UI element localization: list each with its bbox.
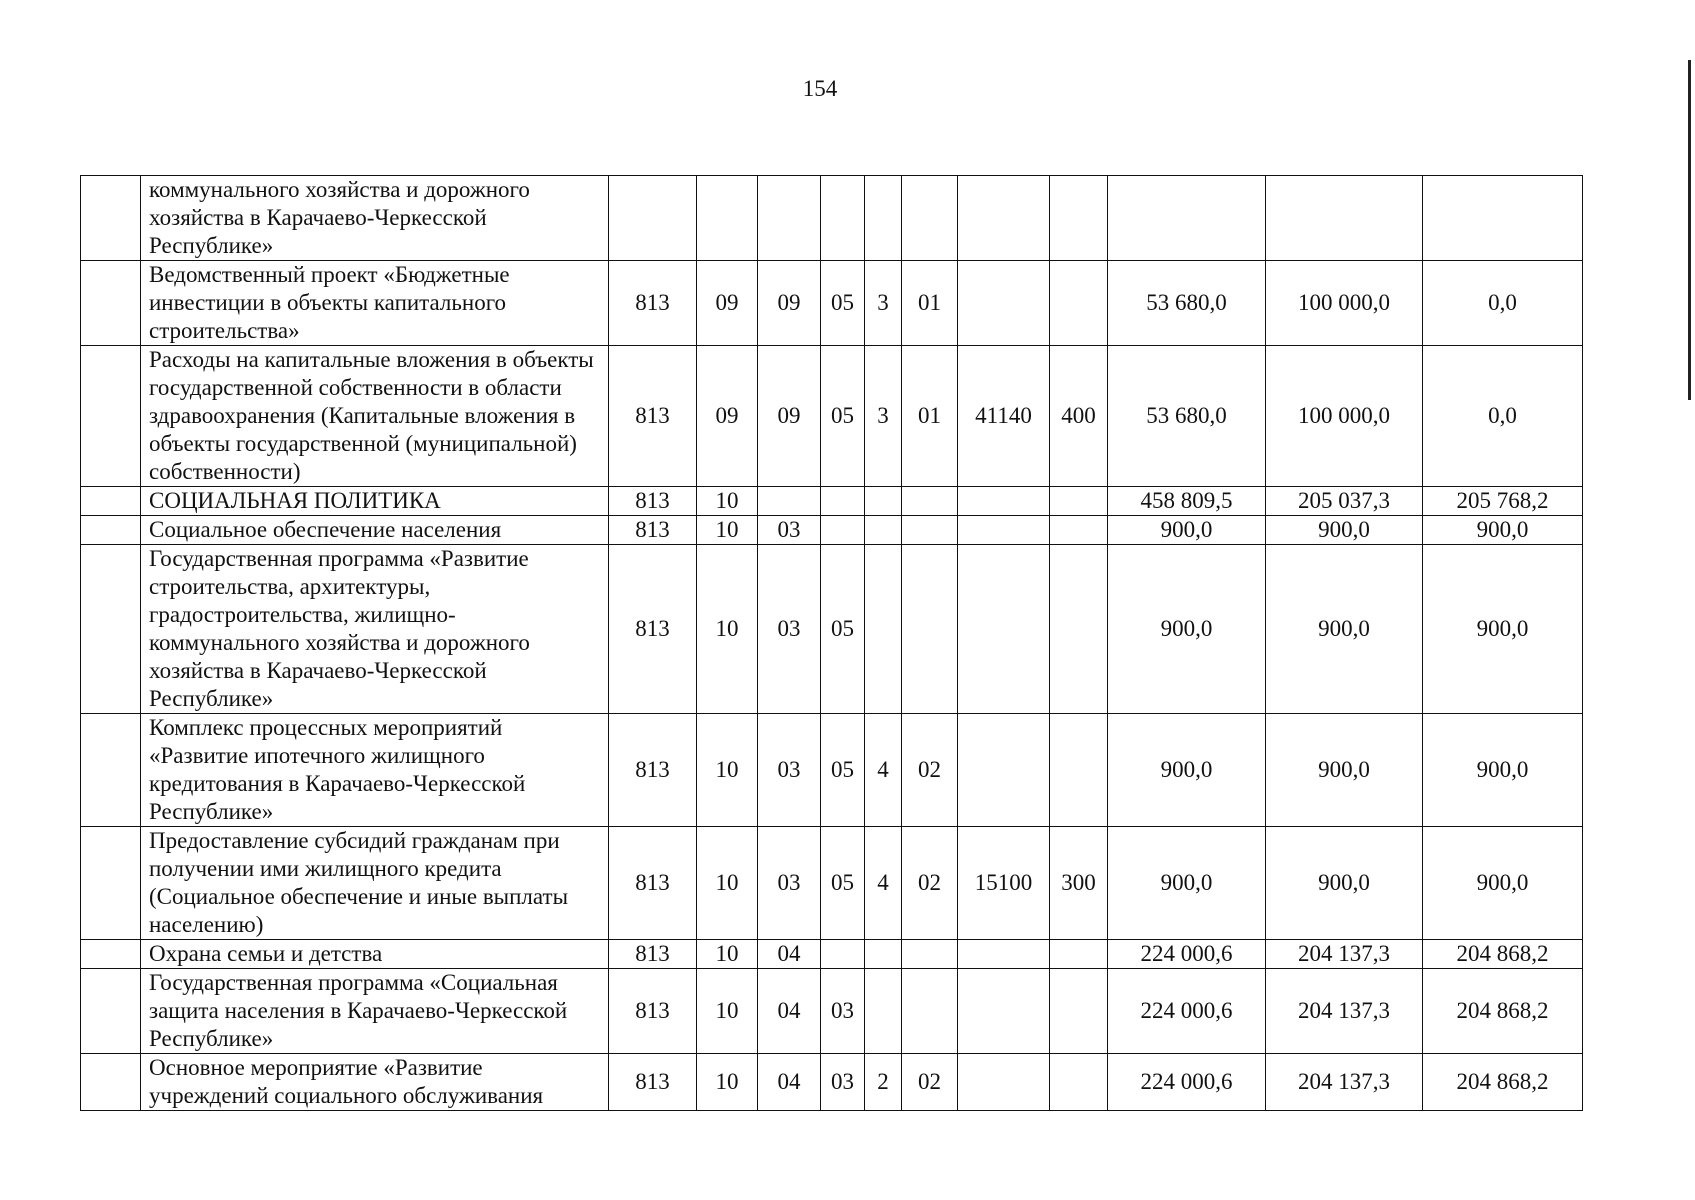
subprogram-code-cell: 3 <box>865 261 902 346</box>
section-code-cell: 10 <box>697 969 758 1054</box>
expense-type-cell <box>1050 1054 1108 1111</box>
section-code-cell: 10 <box>697 714 758 827</box>
amount-year2-cell: 900,0 <box>1266 827 1423 940</box>
subprogram-code-cell <box>865 969 902 1054</box>
expense-type-cell <box>1050 940 1108 969</box>
table-row <box>81 969 1583 1054</box>
event-code-cell <box>902 545 958 714</box>
subsection-code-cell: 03 <box>758 545 821 714</box>
program-code-cell <box>821 487 865 516</box>
row-number-cell <box>81 827 141 940</box>
section-code-cell: 10 <box>697 487 758 516</box>
row-number-cell <box>81 261 141 346</box>
row-name-cell: Государственная программа «Социальная защита населения в Карачаево-Черкесской Республике» <box>141 969 609 1054</box>
program-code-cell: 05 <box>821 545 865 714</box>
amount-year1-cell: 900,0 <box>1108 545 1266 714</box>
ministry-code-cell <box>609 176 697 261</box>
event-code-cell <box>902 487 958 516</box>
row-number-cell <box>81 516 141 545</box>
table-row <box>81 176 1583 261</box>
table-row <box>81 545 1583 714</box>
subprogram-code-cell <box>865 487 902 516</box>
page-number: 154 <box>802 76 838 101</box>
subsection-code-cell: 04 <box>758 940 821 969</box>
budget-table <box>80 175 1583 1111</box>
section-code-cell: 10 <box>697 516 758 545</box>
subsection-code-cell: 03 <box>758 516 821 545</box>
direction-code-cell <box>958 487 1050 516</box>
amount-year3-cell: 900,0 <box>1423 714 1583 827</box>
subprogram-code-cell <box>865 516 902 545</box>
subprogram-code-cell: 4 <box>865 827 902 940</box>
amount-year3-cell: 0,0 <box>1423 346 1583 487</box>
amount-year3-cell: 205 768,2 <box>1423 487 1583 516</box>
amount-year1-cell: 224 000,6 <box>1108 1054 1266 1111</box>
section-code-cell: 10 <box>697 940 758 969</box>
ministry-code-cell: 813 <box>609 516 697 545</box>
row-number-cell <box>81 346 141 487</box>
amount-year2-cell: 900,0 <box>1266 545 1423 714</box>
program-code-cell <box>821 516 865 545</box>
ministry-code-cell: 813 <box>609 1054 697 1111</box>
direction-code-cell <box>958 516 1050 545</box>
direction-code-cell <box>958 176 1050 261</box>
subsection-code-cell <box>758 487 821 516</box>
program-code-cell: 05 <box>821 261 865 346</box>
scan-edge-mark <box>1688 60 1691 400</box>
row-name-cell: Социальное обеспечение населения <box>141 516 609 545</box>
event-code-cell <box>902 969 958 1054</box>
event-code-cell <box>902 516 958 545</box>
section-code-cell: 09 <box>697 261 758 346</box>
ministry-code-cell: 813 <box>609 487 697 516</box>
event-code-cell: 02 <box>902 827 958 940</box>
amount-year2-cell: 204 137,3 <box>1266 1054 1423 1111</box>
event-code-cell: 02 <box>902 714 958 827</box>
program-code-cell: 03 <box>821 969 865 1054</box>
row-number-cell <box>81 487 141 516</box>
amount-year3-cell: 0,0 <box>1423 261 1583 346</box>
ministry-code-cell: 813 <box>609 827 697 940</box>
amount-year3-cell: 900,0 <box>1423 827 1583 940</box>
row-name-cell: Комплекс процессных мероприятий «Развитие ипотечного жилищного кредитования в Карачаево-Черкесской Республике» <box>141 714 609 827</box>
table-row <box>81 1054 1583 1111</box>
table-row <box>81 261 1583 346</box>
amount-year1-cell: 224 000,6 <box>1108 969 1266 1054</box>
amount-year1-cell: 458 809,5 <box>1108 487 1266 516</box>
subprogram-code-cell: 4 <box>865 714 902 827</box>
ministry-code-cell: 813 <box>609 261 697 346</box>
row-name-cell: Расходы на капитальные вложения в объекты государственной собственности в области здравоохранения (Капитальные вложения в объекты государственной (муниципальной) собственности) <box>141 346 609 487</box>
direction-code-cell <box>958 545 1050 714</box>
row-name-cell: коммунального хозяйства и дорожного хозяйства в Карачаево-Черкесской Республике» <box>141 176 609 261</box>
section-code-cell: 10 <box>697 1054 758 1111</box>
subprogram-code-cell <box>865 545 902 714</box>
table-row <box>81 940 1583 969</box>
row-name-cell: Основное мероприятие «Развитие учреждений социального обслуживания <box>141 1054 609 1111</box>
subsection-code-cell: 03 <box>758 714 821 827</box>
ministry-code-cell: 813 <box>609 940 697 969</box>
subprogram-code-cell: 2 <box>865 1054 902 1111</box>
row-number-cell <box>81 545 141 714</box>
amount-year3-cell <box>1423 176 1583 261</box>
subprogram-code-cell <box>865 940 902 969</box>
subprogram-code-cell <box>865 176 902 261</box>
amount-year3-cell: 900,0 <box>1423 516 1583 545</box>
table-row <box>81 346 1583 487</box>
direction-code-cell <box>958 261 1050 346</box>
ministry-code-cell: 813 <box>609 346 697 487</box>
amount-year3-cell: 900,0 <box>1423 545 1583 714</box>
subsection-code-cell: 04 <box>758 969 821 1054</box>
direction-code-cell <box>958 969 1050 1054</box>
table-row <box>81 714 1583 827</box>
subsection-code-cell: 03 <box>758 827 821 940</box>
subsection-code-cell <box>758 176 821 261</box>
direction-code-cell <box>958 1054 1050 1111</box>
direction-code-cell <box>958 714 1050 827</box>
row-name-cell: Государственная программа «Развитие строительства, архитектуры, градостроительства, жилищно-коммунального хозяйства и дорожного хозяйства в Карачаево-Черкесской Республике» <box>141 545 609 714</box>
event-code-cell: 02 <box>902 1054 958 1111</box>
row-number-cell <box>81 940 141 969</box>
amount-year1-cell: 224 000,6 <box>1108 940 1266 969</box>
ministry-code-cell: 813 <box>609 969 697 1054</box>
program-code-cell: 05 <box>821 346 865 487</box>
amount-year2-cell: 205 037,3 <box>1266 487 1423 516</box>
program-code-cell: 03 <box>821 1054 865 1111</box>
table-row <box>81 827 1583 940</box>
amount-year2-cell: 204 137,3 <box>1266 940 1423 969</box>
expense-type-cell <box>1050 969 1108 1054</box>
amount-year1-cell: 900,0 <box>1108 714 1266 827</box>
table-row <box>81 516 1583 545</box>
ministry-code-cell: 813 <box>609 714 697 827</box>
amount-year2-cell <box>1266 176 1423 261</box>
program-code-cell <box>821 940 865 969</box>
row-name-cell: Охрана семьи и детства <box>141 940 609 969</box>
expense-type-cell <box>1050 545 1108 714</box>
section-code-cell: 09 <box>697 346 758 487</box>
amount-year2-cell: 900,0 <box>1266 714 1423 827</box>
subprogram-code-cell: 3 <box>865 346 902 487</box>
subsection-code-cell: 09 <box>758 261 821 346</box>
row-number-cell <box>81 176 141 261</box>
amount-year1-cell: 53 680,0 <box>1108 261 1266 346</box>
amount-year1-cell: 900,0 <box>1108 827 1266 940</box>
amount-year1-cell: 53 680,0 <box>1108 346 1266 487</box>
amount-year1-cell <box>1108 176 1266 261</box>
amount-year2-cell: 100 000,0 <box>1266 261 1423 346</box>
table-row <box>81 487 1583 516</box>
direction-code-cell: 41140 <box>958 346 1050 487</box>
amount-year2-cell: 900,0 <box>1266 516 1423 545</box>
amount-year1-cell: 900,0 <box>1108 516 1266 545</box>
amount-year2-cell: 100 000,0 <box>1266 346 1423 487</box>
subsection-code-cell: 09 <box>758 346 821 487</box>
expense-type-cell: 300 <box>1050 827 1108 940</box>
row-name-cell: Ведомственный проект «Бюджетные инвестиции в объекты капитального строительства» <box>141 261 609 346</box>
section-code-cell: 10 <box>697 545 758 714</box>
expense-type-cell <box>1050 261 1108 346</box>
program-code-cell <box>821 176 865 261</box>
program-code-cell: 05 <box>821 827 865 940</box>
row-number-cell <box>81 1054 141 1111</box>
expense-type-cell <box>1050 516 1108 545</box>
expense-type-cell <box>1050 487 1108 516</box>
expense-type-cell: 400 <box>1050 346 1108 487</box>
direction-code-cell <box>958 940 1050 969</box>
event-code-cell <box>902 940 958 969</box>
row-number-cell <box>81 969 141 1054</box>
expense-type-cell <box>1050 176 1108 261</box>
subsection-code-cell: 04 <box>758 1054 821 1111</box>
amount-year3-cell: 204 868,2 <box>1423 1054 1583 1111</box>
amount-year3-cell: 204 868,2 <box>1423 940 1583 969</box>
ministry-code-cell: 813 <box>609 545 697 714</box>
event-code-cell <box>902 176 958 261</box>
amount-year2-cell: 204 137,3 <box>1266 969 1423 1054</box>
section-code-cell <box>697 176 758 261</box>
row-name-cell: СОЦИАЛЬНАЯ ПОЛИТИКА <box>141 487 609 516</box>
expense-type-cell <box>1050 714 1108 827</box>
row-name-cell: Предоставление субсидий гражданам при получении ими жилищного кредита (Социальное обеспечение и иные выплаты населению) <box>141 827 609 940</box>
amount-year3-cell: 204 868,2 <box>1423 969 1583 1054</box>
section-code-cell: 10 <box>697 827 758 940</box>
program-code-cell: 05 <box>821 714 865 827</box>
event-code-cell: 01 <box>902 346 958 487</box>
direction-code-cell: 15100 <box>958 827 1050 940</box>
row-number-cell <box>81 714 141 827</box>
event-code-cell: 01 <box>902 261 958 346</box>
